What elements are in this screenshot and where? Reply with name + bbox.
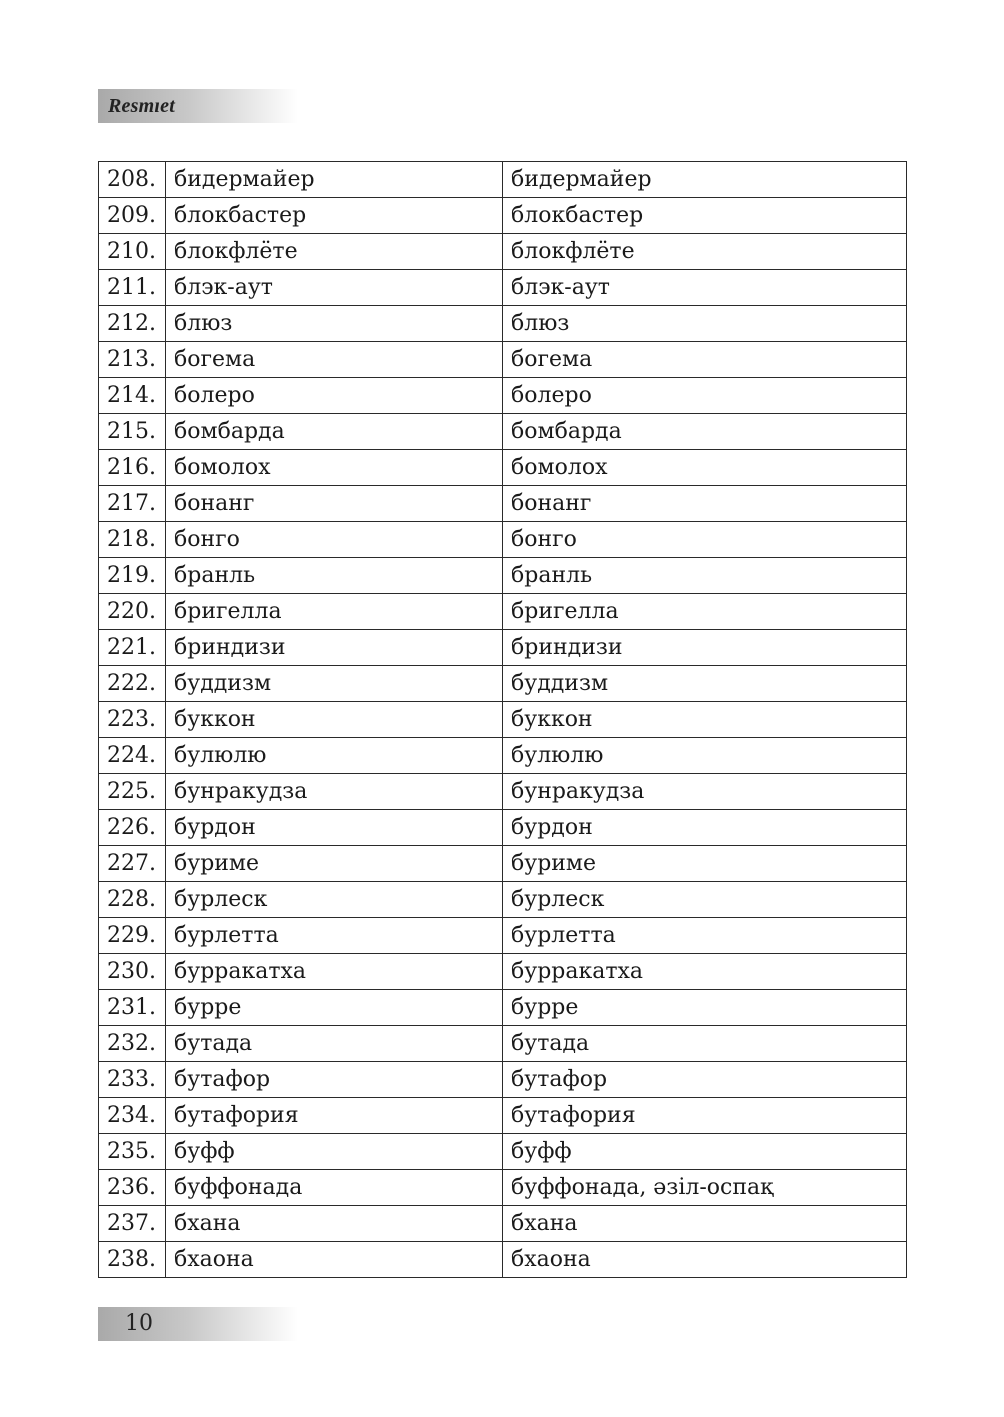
term-cell: бутафория: [166, 1098, 503, 1134]
term-cell: бидермайер: [166, 162, 503, 198]
table-row: [99, 1026, 907, 1062]
table-row: [99, 882, 907, 918]
table-row: [99, 1098, 907, 1134]
term-cell: бурлетта: [166, 918, 503, 954]
term-cell: булюлю: [166, 738, 503, 774]
term-cell: бомбарда: [166, 414, 503, 450]
translation-cell: бонго: [503, 522, 907, 558]
term-cell: буффонада: [166, 1170, 503, 1206]
row-number: 236.: [99, 1170, 166, 1206]
table-row: [99, 954, 907, 990]
row-number: 217.: [99, 486, 166, 522]
translation-cell: бурре: [503, 990, 907, 1026]
translation-cell: блюз: [503, 306, 907, 342]
term-cell: бунракудза: [166, 774, 503, 810]
translation-cell: блокбастер: [503, 198, 907, 234]
term-cell: бонанг: [166, 486, 503, 522]
translation-cell: буфф: [503, 1134, 907, 1170]
row-number: 234.: [99, 1098, 166, 1134]
translation-cell: бурлетта: [503, 918, 907, 954]
translation-cell: булюлю: [503, 738, 907, 774]
translation-cell: бомбарда: [503, 414, 907, 450]
table-row: [99, 486, 907, 522]
row-number: 216.: [99, 450, 166, 486]
table-row: [99, 1170, 907, 1206]
term-cell: бурракатха: [166, 954, 503, 990]
term-cell: бурре: [166, 990, 503, 1026]
translation-cell: блэк-аут: [503, 270, 907, 306]
row-number: 235.: [99, 1134, 166, 1170]
table-row: [99, 594, 907, 630]
table-row: [99, 414, 907, 450]
row-number: 233.: [99, 1062, 166, 1098]
row-number: 231.: [99, 990, 166, 1026]
running-header-title: Resmıet: [108, 95, 175, 117]
term-cell: блокфлёте: [166, 234, 503, 270]
row-number: 232.: [99, 1026, 166, 1062]
term-cell: бурлеск: [166, 882, 503, 918]
translation-cell: бутафория: [503, 1098, 907, 1134]
table-row: [99, 450, 907, 486]
translation-cell: бурдон: [503, 810, 907, 846]
table-row: [99, 774, 907, 810]
table-row: [99, 270, 907, 306]
term-cell: бхана: [166, 1206, 503, 1242]
row-number: 210.: [99, 234, 166, 270]
translation-cell: бурракатха: [503, 954, 907, 990]
translation-cell: буддизм: [503, 666, 907, 702]
translation-cell: богема: [503, 342, 907, 378]
term-cell: бутафор: [166, 1062, 503, 1098]
translation-cell: бхаона: [503, 1242, 907, 1278]
row-number: 214.: [99, 378, 166, 414]
translation-cell: бонанг: [503, 486, 907, 522]
translation-cell: бригелла: [503, 594, 907, 630]
translation-cell: блокфлёте: [503, 234, 907, 270]
table-row: [99, 306, 907, 342]
term-cell: буфф: [166, 1134, 503, 1170]
term-cell: бранль: [166, 558, 503, 594]
table-row: [99, 162, 907, 198]
translation-cell: бранль: [503, 558, 907, 594]
translation-cell: бутада: [503, 1026, 907, 1062]
term-cell: болеро: [166, 378, 503, 414]
row-number: 230.: [99, 954, 166, 990]
table-row: [99, 1134, 907, 1170]
table-row: [99, 198, 907, 234]
row-number: 226.: [99, 810, 166, 846]
term-cell: бурдон: [166, 810, 503, 846]
term-cell: бутада: [166, 1026, 503, 1062]
translation-cell: бомолох: [503, 450, 907, 486]
table-row: [99, 1206, 907, 1242]
translation-cell: буффонада, әзіл-оспақ: [503, 1170, 907, 1206]
row-number: 227.: [99, 846, 166, 882]
table-row: [99, 738, 907, 774]
row-number: 213.: [99, 342, 166, 378]
term-cell: богема: [166, 342, 503, 378]
translation-cell: бхана: [503, 1206, 907, 1242]
term-cell: бхаона: [166, 1242, 503, 1278]
row-number: 228.: [99, 882, 166, 918]
table-row: [99, 342, 907, 378]
translation-cell: бутафор: [503, 1062, 907, 1098]
row-number: 224.: [99, 738, 166, 774]
row-number: 229.: [99, 918, 166, 954]
translation-cell: бидермайер: [503, 162, 907, 198]
row-number: 215.: [99, 414, 166, 450]
row-number: 218.: [99, 522, 166, 558]
row-number: 208.: [99, 162, 166, 198]
table-row: [99, 522, 907, 558]
table-row: [99, 666, 907, 702]
term-cell: бриндизи: [166, 630, 503, 666]
term-cell: бригелла: [166, 594, 503, 630]
row-number: 221.: [99, 630, 166, 666]
term-cell: буккон: [166, 702, 503, 738]
term-cell: блокбастер: [166, 198, 503, 234]
table-row: [99, 234, 907, 270]
translation-cell: буккон: [503, 702, 907, 738]
row-number: 219.: [99, 558, 166, 594]
table-row: [99, 990, 907, 1026]
term-cell: бонго: [166, 522, 503, 558]
table-row: [99, 378, 907, 414]
row-number: 222.: [99, 666, 166, 702]
row-number: 225.: [99, 774, 166, 810]
page-number: 10: [125, 1311, 153, 1336]
translation-cell: буриме: [503, 846, 907, 882]
row-number: 237.: [99, 1206, 166, 1242]
row-number: 223.: [99, 702, 166, 738]
table-row: [99, 1062, 907, 1098]
term-cell: буриме: [166, 846, 503, 882]
row-number: 212.: [99, 306, 166, 342]
terms-table-body: [99, 162, 907, 1278]
term-cell: блэк-аут: [166, 270, 503, 306]
table-row: [99, 918, 907, 954]
translation-cell: бурлеск: [503, 882, 907, 918]
page-footer: [98, 1307, 298, 1341]
translation-cell: болеро: [503, 378, 907, 414]
term-cell: блюз: [166, 306, 503, 342]
table-row: [99, 810, 907, 846]
table-row: [99, 630, 907, 666]
row-number: 211.: [99, 270, 166, 306]
term-cell: бомолох: [166, 450, 503, 486]
table-row: [99, 702, 907, 738]
row-number: 238.: [99, 1242, 166, 1278]
row-number: 220.: [99, 594, 166, 630]
running-header: [98, 89, 298, 123]
terms-table: [98, 161, 907, 1278]
row-number: 209.: [99, 198, 166, 234]
table-row: [99, 1242, 907, 1278]
table-row: [99, 846, 907, 882]
translation-cell: бриндизи: [503, 630, 907, 666]
table-row: [99, 558, 907, 594]
translation-cell: бунракудза: [503, 774, 907, 810]
term-cell: буддизм: [166, 666, 503, 702]
